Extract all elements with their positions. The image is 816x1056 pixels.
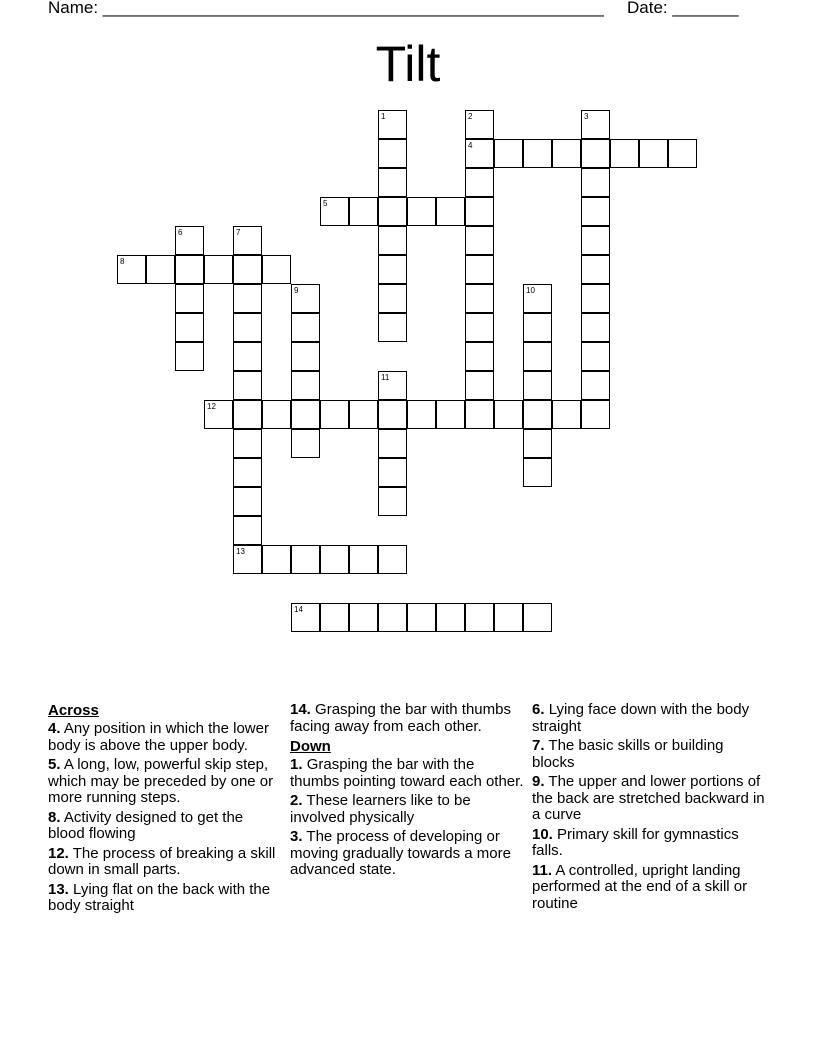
grid-cell[interactable] xyxy=(291,342,320,371)
grid-cell[interactable] xyxy=(233,487,262,516)
grid-cell[interactable] xyxy=(117,255,146,284)
grid-cell[interactable] xyxy=(291,603,320,632)
grid-cell[interactable] xyxy=(175,255,204,284)
clue-number: 11 xyxy=(381,373,390,382)
grid-cell[interactable] xyxy=(233,458,262,487)
clue-down-9: 9. The upper and lower portions of the back are stretched backward in a curve xyxy=(532,773,765,823)
clue-down-11: 11. A controlled, upright landing performed at the end of a skill or routine xyxy=(532,861,748,912)
grid-cell[interactable] xyxy=(523,371,552,400)
grid-cell[interactable] xyxy=(552,400,581,429)
grid-cell[interactable] xyxy=(262,400,291,429)
clue-across-4: 4. Any position in which the lower body is above the upper body. xyxy=(48,720,269,754)
grid-cell[interactable] xyxy=(291,545,320,574)
grid-cell[interactable] xyxy=(523,603,552,632)
clue-number: 1 xyxy=(381,112,386,121)
grid-cell[interactable] xyxy=(233,429,262,458)
grid-cell[interactable] xyxy=(436,603,465,632)
grid-cell[interactable] xyxy=(436,400,465,429)
grid-cell[interactable] xyxy=(291,371,320,400)
grid-cell[interactable] xyxy=(581,400,610,429)
clue-down-10: 10. Primary skill for gymnastics falls. xyxy=(532,825,739,859)
grid-cell[interactable] xyxy=(378,545,407,574)
grid-cell[interactable] xyxy=(465,400,494,429)
grid-cell[interactable] xyxy=(581,371,610,400)
grid-cell[interactable] xyxy=(581,168,610,197)
grid-cell[interactable] xyxy=(349,545,378,574)
grid-cell[interactable] xyxy=(320,400,349,429)
grid-cell[interactable] xyxy=(465,284,494,313)
grid-cell[interactable] xyxy=(523,284,552,313)
grid-cell[interactable] xyxy=(407,197,436,226)
grid-cell[interactable] xyxy=(465,197,494,226)
grid-cell[interactable] xyxy=(581,226,610,255)
grid-cell[interactable] xyxy=(320,603,349,632)
grid-cell[interactable] xyxy=(378,168,407,197)
grid-cell[interactable] xyxy=(581,284,610,313)
grid-cell[interactable] xyxy=(233,226,262,255)
grid-cell[interactable] xyxy=(639,139,668,168)
grid-cell[interactable] xyxy=(465,313,494,342)
grid-cell[interactable] xyxy=(668,139,697,168)
clue-number: 13 xyxy=(236,547,245,556)
clue-down-1: 1. Grasping the bar with the thumbs pointing toward each other. xyxy=(290,756,524,790)
grid-cell[interactable] xyxy=(581,197,610,226)
clue-across-5: 5. A long, low, powerful skip step, which may be preceded by one or more running steps. xyxy=(48,756,274,806)
grid-cell[interactable] xyxy=(204,255,233,284)
grid-cell[interactable] xyxy=(407,603,436,632)
grid-cell[interactable] xyxy=(610,139,639,168)
grid-cell[interactable] xyxy=(233,342,262,371)
across-heading: Across xyxy=(48,702,99,719)
grid-cell[interactable] xyxy=(465,139,494,168)
grid-cell[interactable] xyxy=(378,371,407,400)
grid-cell[interactable] xyxy=(581,313,610,342)
grid-cell[interactable] xyxy=(378,487,407,516)
grid-cell[interactable] xyxy=(378,197,407,226)
grid-cell[interactable] xyxy=(494,400,523,429)
grid-cell[interactable] xyxy=(378,400,407,429)
grid-cell[interactable] xyxy=(465,168,494,197)
clue-number: 6 xyxy=(178,228,183,237)
clue-down-3: 3. The process of developing or moving gradually towards a more advanced state. xyxy=(290,828,511,878)
clue-across-12: 12. The process of breaking a skill down in small parts. xyxy=(48,844,276,878)
grid-cell[interactable] xyxy=(291,284,320,313)
clue-across-8: 8. Activity designed to get the blood flowing xyxy=(48,808,244,842)
grid-cell[interactable] xyxy=(291,313,320,342)
clues-column-2 xyxy=(290,702,526,882)
grid-cell[interactable] xyxy=(262,255,291,284)
grid-cell[interactable] xyxy=(378,284,407,313)
date-field[interactable]: Date: _______ xyxy=(627,0,739,17)
name-field[interactable]: Name: _____________________________________________________ xyxy=(48,0,604,17)
clue-down-7: 7. The basic skills or building blocks xyxy=(532,737,724,771)
grid-cell[interactable] xyxy=(175,226,204,255)
grid-cell[interactable] xyxy=(465,342,494,371)
grid-cell[interactable] xyxy=(233,255,262,284)
clue-down-2: 2. These learners like to be involved physically xyxy=(290,792,471,826)
clue-down-6: 6. Lying face down with the body straight xyxy=(532,701,750,735)
grid-cell[interactable] xyxy=(349,603,378,632)
grid-cell[interactable] xyxy=(581,342,610,371)
grid-cell[interactable] xyxy=(320,545,349,574)
clues-column-3 xyxy=(532,702,768,915)
grid-cell[interactable] xyxy=(378,458,407,487)
grid-cell[interactable] xyxy=(581,110,610,139)
grid-cell[interactable] xyxy=(175,342,204,371)
grid-cell[interactable] xyxy=(552,139,581,168)
clue-across-14: 14. Grasping the bar with thumbs facing away from each other. xyxy=(290,701,511,735)
grid-cell[interactable] xyxy=(291,429,320,458)
grid-cell[interactable] xyxy=(465,226,494,255)
grid-cell[interactable] xyxy=(378,603,407,632)
grid-cell[interactable] xyxy=(581,255,610,284)
grid-cell[interactable] xyxy=(204,400,233,429)
grid-cell[interactable] xyxy=(378,429,407,458)
grid-cell[interactable] xyxy=(320,197,349,226)
down-heading: Down xyxy=(290,738,331,755)
grid-cell[interactable] xyxy=(465,110,494,139)
grid-cell[interactable] xyxy=(523,139,552,168)
clue-number: 4 xyxy=(468,141,473,150)
grid-cell[interactable] xyxy=(494,603,523,632)
grid-cell[interactable] xyxy=(233,313,262,342)
grid-cell[interactable] xyxy=(378,139,407,168)
grid-cell[interactable] xyxy=(291,400,320,429)
puzzle-title: Tilt xyxy=(375,36,441,92)
clue-across-13: 13. Lying flat on the back with the body straight xyxy=(48,880,271,914)
grid-cell[interactable] xyxy=(146,255,175,284)
clue-number: 10 xyxy=(526,286,535,295)
grid-cell[interactable] xyxy=(233,545,262,574)
grid-cell[interactable] xyxy=(523,400,552,429)
grid-cell[interactable] xyxy=(523,342,552,371)
grid-cell[interactable] xyxy=(581,139,610,168)
grid-cell[interactable] xyxy=(465,603,494,632)
clues-column-1 xyxy=(48,702,280,918)
grid-cell[interactable] xyxy=(523,429,552,458)
clue-number: 14 xyxy=(294,605,303,614)
grid-cell[interactable] xyxy=(465,371,494,400)
grid-cell[interactable] xyxy=(349,197,378,226)
clue-number: 3 xyxy=(584,112,589,121)
grid-cell[interactable] xyxy=(465,255,494,284)
grid-cell[interactable] xyxy=(175,313,204,342)
grid-cell[interactable] xyxy=(349,400,378,429)
grid-cell[interactable] xyxy=(233,516,262,545)
grid-cell[interactable] xyxy=(233,400,262,429)
clue-number: 12 xyxy=(207,402,216,411)
grid-cell[interactable] xyxy=(262,545,291,574)
grid-cell[interactable] xyxy=(523,313,552,342)
clue-number: 9 xyxy=(294,286,299,295)
grid-cell[interactable] xyxy=(494,139,523,168)
grid-cell[interactable] xyxy=(233,284,262,313)
grid-cell[interactable] xyxy=(378,110,407,139)
grid-cell[interactable] xyxy=(233,371,262,400)
clue-number: 8 xyxy=(120,257,125,266)
grid-cell[interactable] xyxy=(175,284,204,313)
grid-cell[interactable] xyxy=(378,255,407,284)
clue-number: 5 xyxy=(323,199,328,208)
grid-cell[interactable] xyxy=(523,458,552,487)
grid-cell[interactable] xyxy=(407,400,436,429)
clue-number: 2 xyxy=(468,112,473,121)
grid-cell[interactable] xyxy=(436,197,465,226)
clue-number: 7 xyxy=(236,228,241,237)
grid-cell[interactable] xyxy=(378,226,407,255)
grid-cell[interactable] xyxy=(378,313,407,342)
